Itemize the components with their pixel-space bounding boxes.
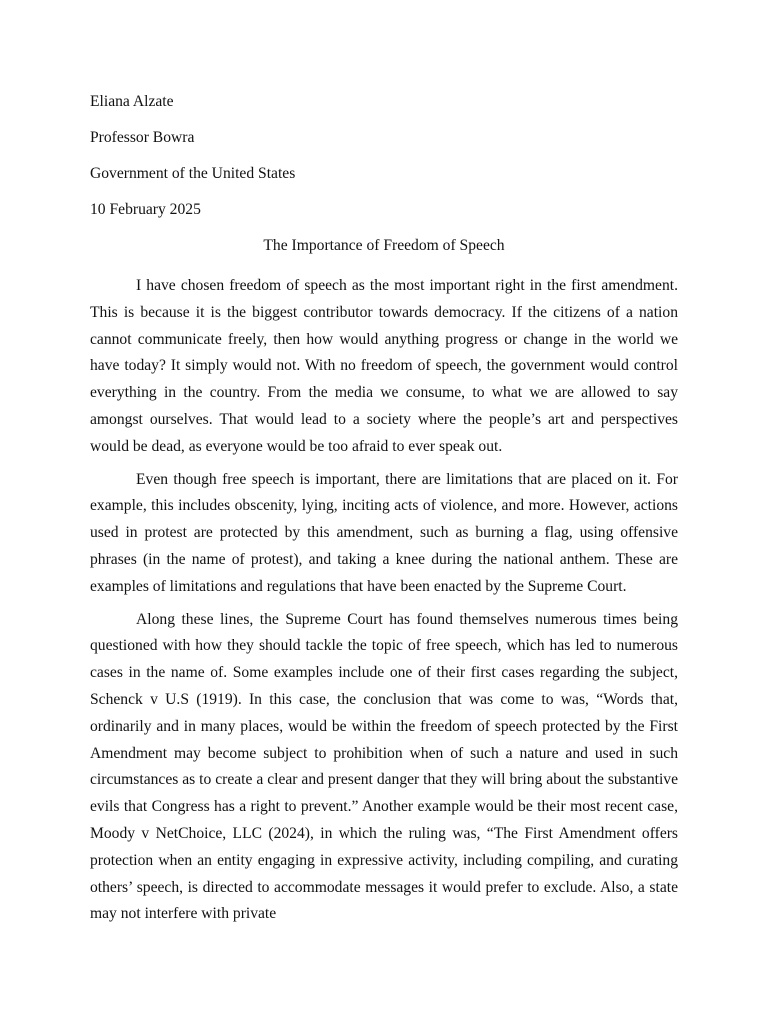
student-name: Eliana Alzate xyxy=(90,93,174,110)
document-body xyxy=(90,91,678,934)
professor-name: Professor Bowra xyxy=(90,129,195,146)
course-name: Government of the United States xyxy=(90,165,296,182)
essay-date: 10 February 2025 xyxy=(90,201,201,218)
paragraph: I have chosen freedom of speech as the most important right in the first amendment. This is because it is the biggest contributor towards democracy. If the citizens of a nation cannot communicate freely, then how would anything progress or change in the world we have today? It simply would not. With no freedom of speech, the government would control everything in the country. From the media we consume, to what we are allowed to say amongst ourselves. That would lead to a society where the people’s art and perspectives would be dead, as everyone would be too afraid to ever speak out. xyxy=(90,277,678,455)
paragraph: Even though free speech is important, there are limitations that are placed on it. For example, this includes obscenity, lying, inciting acts of violence, and more. However, actions used in protest are protected by this amendment, such as burning a flag, using offensive phrases (in the name of protest), and taking a knee during the national anthem. These are examples of limitations and regulations that have been enacted by the Supreme Court. xyxy=(90,470,678,595)
essay-title: The Importance of Freedom of Speech xyxy=(263,237,505,254)
paragraph: Along these lines, the Supreme Court has found themselves numerous times being questioned with how they should tackle the topic of free speech, which has led to numerous cases in the name of. Some examples include one of their first cases regarding the subject, Schenck v U.S (1919). In this case, the conclusion that was come to was, “Words that, ordinarily and in many places, would be within the freedom of speech protected by the First Amendment may become subject to prohibition when of such a nature and used in such circumstances as to create a clear and present danger that they will bring about the substantive evils that Congress has a right to prevent.” Another example would be their most recent case, Moody v NetChoice, LLC (2024), in which the ruling was, “The First Amendment offers protection when an entity engaging in expressive activity, including compiling, and curating others’ speech, is directed to accommodate messages it would prefer to exclude. Also, a state may not interfere with private xyxy=(90,610,678,923)
